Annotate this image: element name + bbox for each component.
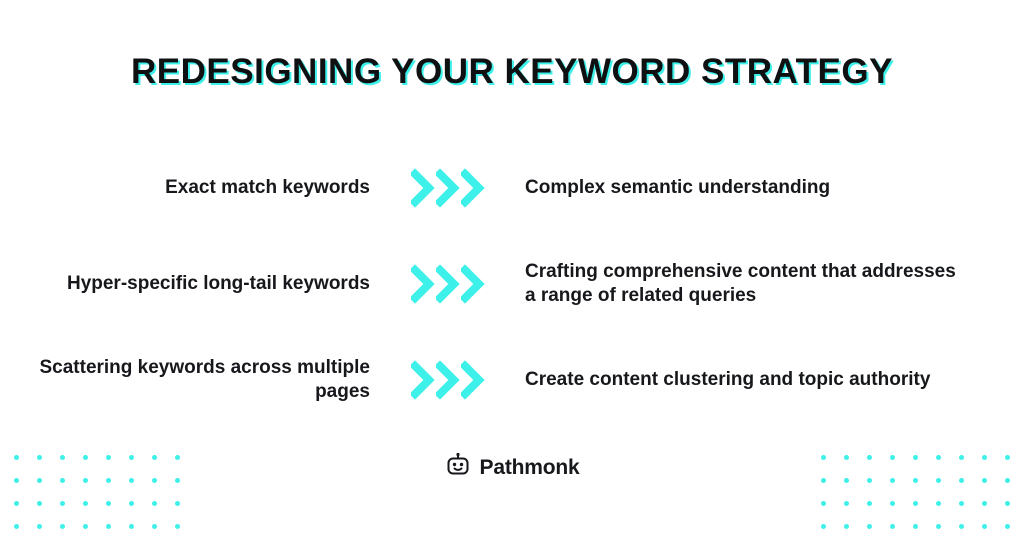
robot-icon [445, 452, 471, 483]
page-title: REDESIGNING YOUR KEYWORD STRATEGY [131, 52, 893, 91]
row-old-approach: Hyper-specific long-tail keywords [66, 273, 370, 295]
row-new-approach: Complex semantic understanding [525, 177, 831, 199]
row-old-approach: Scattering keywords across multiple pages [39, 357, 370, 402]
row-arrow [370, 360, 525, 400]
comparison-row [0, 236, 1024, 332]
comparison-list [0, 140, 1024, 428]
triple-chevron-right-icon [411, 168, 485, 208]
row-new-approach: Crafting comprehensive content that addresses a range of related queries [525, 261, 956, 306]
row-arrow [370, 168, 525, 208]
comparison-row [0, 332, 1024, 428]
dot-pattern-right [821, 455, 1010, 529]
row-old-approach: Exact match keywords [165, 177, 370, 199]
triple-chevron-right-icon [411, 360, 485, 400]
row-arrow [370, 264, 525, 304]
comparison-row [0, 140, 1024, 236]
triple-chevron-right-icon [411, 264, 485, 304]
brand-name: Pathmonk [479, 455, 580, 479]
row-new-approach: Create content clustering and topic authority [525, 369, 931, 391]
dot-pattern-left [14, 455, 180, 529]
